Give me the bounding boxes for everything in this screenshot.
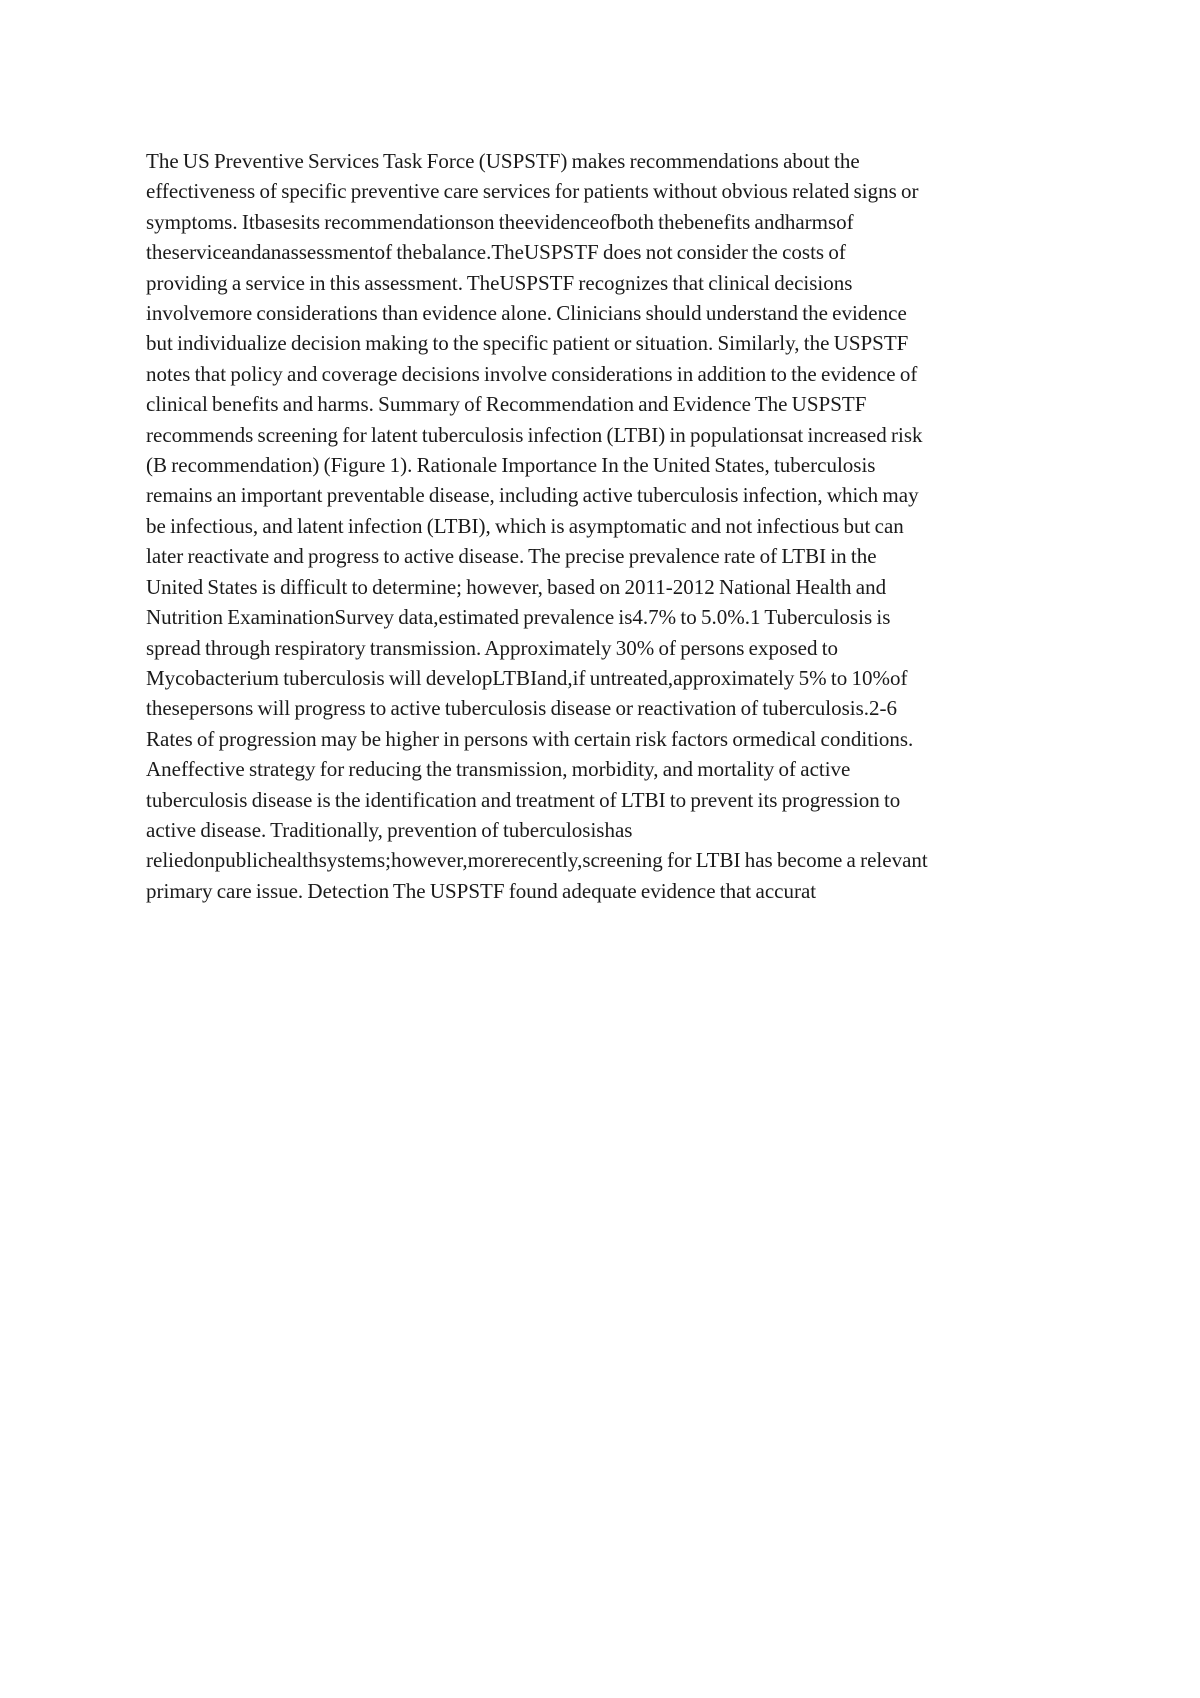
text-line: symptoms. Itbasesits recommendationson theevidenceofboth thebenefits andharmsof <box>146 209 854 234</box>
text-line: Aneffective strategy for reducing the transmission, morbidity, and mortality of active <box>146 757 851 782</box>
text-line: providing a service in this assessment. TheUSPSTF recognizes that clinical decisions <box>146 270 853 295</box>
text-line: (B recommendation) (Figure 1). Rationale Importance In the United States, tuberculosis <box>146 453 876 478</box>
text-line: Rates of progression may be higher in persons with certain risk factors ormedical conditions. <box>146 726 914 751</box>
text-line: The US Preventive Services Task Force (USPSTF) makes recommendations about the <box>146 149 860 173</box>
body-text <box>146 146 1076 906</box>
text-line: but individualize decision making to the specific patient or situation. Similarly, the USPSTF <box>146 331 909 356</box>
text-line: Nutrition ExaminationSurvey data,estimated prevalence is4.7% to 5.0%.1 Tuberculosis is <box>146 605 891 630</box>
text-line: recommends screening for latent tuberculosis infection (LTBI) in populationsat increased risk <box>146 422 923 447</box>
text-line: effectiveness of specific preventive care services for patients without obvious related signs or <box>146 179 919 204</box>
text-line: involvemore considerations than evidence alone. Clinicians should understand the evidence <box>146 301 907 326</box>
text-line: reliedonpublichealthsystems;however,morerecently,screening for LTBI has become a relevant <box>146 848 928 873</box>
text-line: clinical benefits and harms. Summary of Recommendation and Evidence The USPSTF <box>146 392 867 417</box>
text-line: United States is difficult to determine; however, based on 2011-2012 National Health and <box>146 574 887 599</box>
text-line: spread through respiratory transmission. Approximately 30% of persons exposed to <box>146 635 839 660</box>
text-line: active disease. Traditionally, prevention of tuberculosishas <box>146 817 633 842</box>
text-line: primary care issue. Detection The USPSTF found adequate evidence that accurat <box>146 878 817 903</box>
text-line: theserviceandanassessmentof thebalance.TheUSPSTF does not consider the costs of <box>146 240 846 265</box>
text-line: be infectious, and latent infection (LTBI), which is asymptomatic and not infectious but can <box>146 513 904 538</box>
text-line: later reactivate and progress to active disease. The precise prevalence rate of LTBI in the <box>146 544 877 569</box>
text-line: tuberculosis disease is the identification and treatment of LTBI to prevent its progression to <box>146 787 901 812</box>
text-line: notes that policy and coverage decisions involve considerations in addition to the evidence of <box>146 361 918 386</box>
text-line: remains an important preventable disease, including active tuberculosis infection, which may <box>146 483 919 508</box>
text-line: Mycobacterium tuberculosis will developLTBIand,if untreated,approximately 5% to 10%of <box>146 665 908 690</box>
text-line: thesepersons will progress to active tuberculosis disease or reactivation of tuberculosis.2-6 <box>146 696 898 721</box>
